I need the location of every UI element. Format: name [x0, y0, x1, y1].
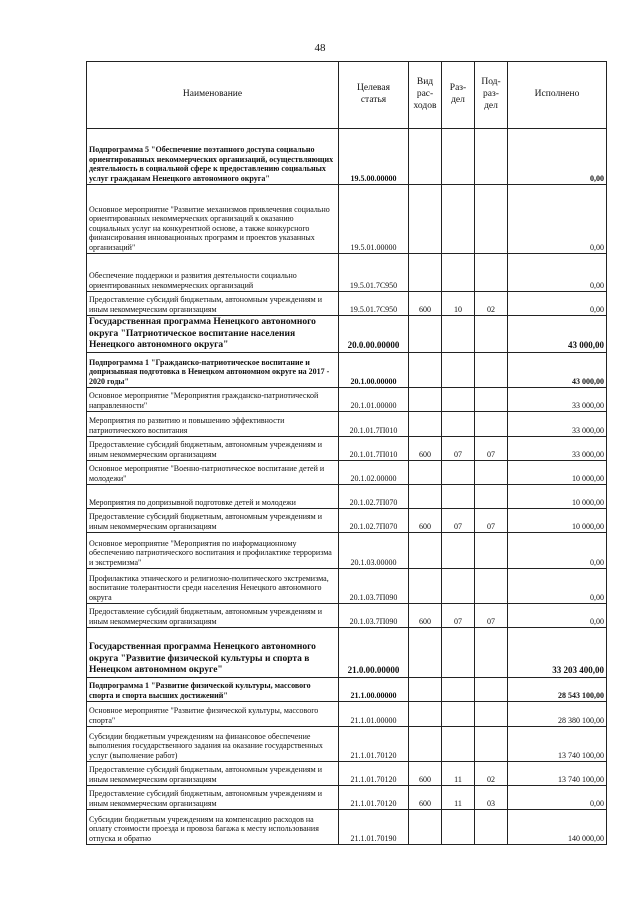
row-executed-amount: 10 000,00: [508, 485, 607, 509]
table-row: [87, 678, 607, 702]
row-section: [442, 810, 475, 845]
row-subsection: 07: [475, 437, 508, 461]
row-section: 07: [442, 437, 475, 461]
row-section: [442, 678, 475, 702]
col-header-kind: Вид рас- ходов: [409, 62, 442, 129]
row-section: [442, 316, 475, 353]
table-row: [87, 461, 607, 485]
row-name: Предоставление субсидий бюджетным, автономным учреждениям и иным некоммерческим организациям: [87, 604, 339, 628]
row-executed-amount: 13 740 100,00: [508, 762, 607, 786]
table-row: [87, 129, 607, 185]
row-expense-kind: [409, 678, 442, 702]
table-row: [87, 254, 607, 292]
table-row: [87, 185, 607, 254]
row-target-code: 19.5.01.7С950: [339, 292, 409, 316]
row-expense-kind: [409, 702, 442, 727]
row-target-code: 20.1.01.7П010: [339, 412, 409, 437]
row-executed-amount: 28 380 100,00: [508, 702, 607, 727]
row-subsection: [475, 485, 508, 509]
row-expense-kind: 600: [409, 292, 442, 316]
row-executed-amount: 0,00: [508, 533, 607, 569]
row-expense-kind: [409, 461, 442, 485]
row-target-code: 21.1.00.00000: [339, 678, 409, 702]
table-row: [87, 412, 607, 437]
row-subsection: [475, 353, 508, 388]
table-row: [87, 628, 607, 678]
table-row: [87, 762, 607, 786]
row-executed-amount: 0,00: [508, 185, 607, 254]
row-executed-amount: 13 740 100,00: [508, 727, 607, 762]
row-expense-kind: [409, 254, 442, 292]
row-section: [442, 388, 475, 412]
row-expense-kind: [409, 129, 442, 185]
row-target-code: 21.1.01.00000: [339, 702, 409, 727]
row-name: Основное мероприятие "Развитие физической культуры, массового спорта": [87, 702, 339, 727]
row-subsection: [475, 316, 508, 353]
col-header-executed: Исполнено: [508, 62, 607, 129]
row-target-code: 20.1.00.00000: [339, 353, 409, 388]
row-expense-kind: [409, 316, 442, 353]
col-header-subsection: Под- раз- дел: [475, 62, 508, 129]
table-row: [87, 569, 607, 604]
col-header-section: Раз- дел: [442, 62, 475, 129]
row-executed-amount: 10 000,00: [508, 461, 607, 485]
row-executed-amount: 0,00: [508, 786, 607, 810]
row-target-code: 20.1.03.7П090: [339, 569, 409, 604]
row-subsection: [475, 810, 508, 845]
row-target-code: 21.0.00.00000: [339, 628, 409, 678]
row-name: Государственная программа Ненецкого автономного округа "Патриотическое воспитание населения Ненецкого автономного округа": [87, 316, 339, 353]
row-name: Предоставление субсидий бюджетным, автономным учреждениям и иным некоммерческим организациям: [87, 292, 339, 316]
row-name: Предоставление субсидий бюджетным, автономным учреждениям и иным некоммерческим организациям: [87, 762, 339, 786]
row-name: Предоставление субсидий бюджетным, автономным учреждениям и иным некоммерческим организациям: [87, 509, 339, 533]
row-target-code: 20.1.01.7П010: [339, 437, 409, 461]
row-expense-kind: [409, 628, 442, 678]
row-target-code: 21.1.01.70120: [339, 727, 409, 762]
row-target-code: 19.5.01.7С950: [339, 254, 409, 292]
col-header-target: Целевая статья: [339, 62, 409, 129]
row-name: Обеспечение поддержки и развития деятельности социально ориентированных некоммерческих организаций: [87, 254, 339, 292]
row-expense-kind: [409, 485, 442, 509]
table-header: [87, 62, 607, 129]
row-name: Профилактика этнического и религиозно-политического экстремизма, воспитание толерантности среди населения Ненецкого автономного округа: [87, 569, 339, 604]
row-expense-kind: [409, 533, 442, 569]
row-subsection: [475, 533, 508, 569]
row-expense-kind: 600: [409, 437, 442, 461]
row-section: [442, 485, 475, 509]
row-target-code: 19.5.00.00000: [339, 129, 409, 185]
row-subsection: 02: [475, 762, 508, 786]
row-name: Подпрограмма 1 "Гражданско-патриотическое воспитание и допризывная подготовка в Ненецком автономном округе на 2017 - 2020 годы": [87, 353, 339, 388]
row-name: Подпрограмма 1 "Развитие физической культуры, массового спорта и спорта высших достижений": [87, 678, 339, 702]
row-name: Основное мероприятие "Военно-патриотическое воспитание детей и молодежи": [87, 461, 339, 485]
row-expense-kind: [409, 388, 442, 412]
row-executed-amount: 10 000,00: [508, 509, 607, 533]
row-section: [442, 727, 475, 762]
row-executed-amount: 33 000,00: [508, 412, 607, 437]
row-executed-amount: 33 203 400,00: [508, 628, 607, 678]
row-subsection: [475, 254, 508, 292]
row-subsection: 07: [475, 509, 508, 533]
row-expense-kind: [409, 412, 442, 437]
table-row: [87, 485, 607, 509]
row-executed-amount: 0,00: [508, 292, 607, 316]
row-subsection: [475, 569, 508, 604]
row-expense-kind: 600: [409, 786, 442, 810]
row-executed-amount: 28 543 100,00: [508, 678, 607, 702]
row-section: [442, 129, 475, 185]
row-section: 11: [442, 762, 475, 786]
table-row: [87, 604, 607, 628]
row-subsection: [475, 727, 508, 762]
row-section: [442, 702, 475, 727]
row-section: [442, 628, 475, 678]
row-section: [442, 461, 475, 485]
budget-table: [86, 61, 607, 845]
row-name: Субсидии бюджетным учреждениям на финансовое обеспечение выполнения государственного задания на оказание государственных услуг (выполнение работ): [87, 727, 339, 762]
row-target-code: 21.1.01.70190: [339, 810, 409, 845]
row-subsection: 07: [475, 604, 508, 628]
table-row: [87, 316, 607, 353]
row-executed-amount: 43 000,00: [508, 353, 607, 388]
row-section: [442, 569, 475, 604]
row-subsection: [475, 129, 508, 185]
row-subsection: [475, 185, 508, 254]
row-target-code: 21.1.01.70120: [339, 762, 409, 786]
table-row: [87, 437, 607, 461]
row-expense-kind: 600: [409, 762, 442, 786]
row-section: [442, 533, 475, 569]
row-name: Мероприятия по допризывной подготовке детей и молодежи: [87, 485, 339, 509]
row-target-code: 21.1.01.70120: [339, 786, 409, 810]
table-row: [87, 353, 607, 388]
row-expense-kind: [409, 727, 442, 762]
row-expense-kind: [409, 353, 442, 388]
table-row: [87, 533, 607, 569]
row-subsection: [475, 388, 508, 412]
row-target-code: 20.1.03.7П090: [339, 604, 409, 628]
row-name: Основное мероприятие "Мероприятия гражданско-патриотической направленности": [87, 388, 339, 412]
row-expense-kind: [409, 810, 442, 845]
row-name: Мероприятия по развитию и повышению эффективности патриотического воспитания: [87, 412, 339, 437]
row-executed-amount: 43 000,00: [508, 316, 607, 353]
row-expense-kind: 600: [409, 604, 442, 628]
row-executed-amount: 0,00: [508, 254, 607, 292]
row-name: Подпрограмма 5 "Обеспечение поэтапного доступа социально ориентированных некоммерческих организаций, осуществляющих деятельность в социальной сфере к предоставлению социальных услуг гражданам Ненецкого автономного округа": [87, 129, 339, 185]
row-subsection: [475, 678, 508, 702]
row-section: 11: [442, 786, 475, 810]
row-section: 07: [442, 604, 475, 628]
row-name: Основное мероприятие "Развитие механизмов привлечения социально ориентированных некоммерческих организаций к оказанию социальных услуг на конкурентной основе, а также конкурсного финансирования инновационных программ и проектов указанных организаций": [87, 185, 339, 254]
row-target-code: 20.1.02.00000: [339, 461, 409, 485]
row-executed-amount: 0,00: [508, 569, 607, 604]
table-row: [87, 727, 607, 762]
row-expense-kind: [409, 185, 442, 254]
row-target-code: 20.1.02.7П070: [339, 509, 409, 533]
row-section: [442, 185, 475, 254]
table-row: [87, 702, 607, 727]
table-row: [87, 810, 607, 845]
row-subsection: [475, 412, 508, 437]
row-target-code: 20.0.00.00000: [339, 316, 409, 353]
table-row: [87, 509, 607, 533]
row-expense-kind: [409, 569, 442, 604]
row-subsection: 03: [475, 786, 508, 810]
row-executed-amount: 33 000,00: [508, 437, 607, 461]
row-subsection: [475, 628, 508, 678]
table-row: [87, 388, 607, 412]
table-row: [87, 292, 607, 316]
row-section: 07: [442, 509, 475, 533]
row-name: Основное мероприятие "Мероприятия по информационному обеспечению патриотического воспитания и профилактике терроризма и экстремизма": [87, 533, 339, 569]
row-target-code: 20.1.03.00000: [339, 533, 409, 569]
row-name: Предоставление субсидий бюджетным, автономным учреждениям и иным некоммерческим организациям: [87, 437, 339, 461]
row-subsection: [475, 461, 508, 485]
row-subsection: 02: [475, 292, 508, 316]
row-target-code: 20.1.02.7П070: [339, 485, 409, 509]
row-expense-kind: 600: [409, 509, 442, 533]
row-executed-amount: 140 000,00: [508, 810, 607, 845]
row-section: [442, 254, 475, 292]
row-name: Государственная программа Ненецкого автономного округа "Развитие физической культуры и спорта в Ненецком автономном округе": [87, 628, 339, 678]
row-target-code: 20.1.01.00000: [339, 388, 409, 412]
row-section: 10: [442, 292, 475, 316]
col-header-name: Наименование: [87, 62, 339, 129]
row-target-code: 19.5.01.00000: [339, 185, 409, 254]
row-name: Субсидии бюджетным учреждениям на компенсацию расходов на оплату стоимости проезда и провоза багажа к месту использования отпуска и обратно: [87, 810, 339, 845]
row-section: [442, 412, 475, 437]
row-section: [442, 353, 475, 388]
row-name: Предоставление субсидий бюджетным, автономным учреждениям и иным некоммерческим организациям: [87, 786, 339, 810]
row-executed-amount: 33 000,00: [508, 388, 607, 412]
row-executed-amount: 0,00: [508, 604, 607, 628]
row-subsection: [475, 702, 508, 727]
table-row: [87, 786, 607, 810]
row-executed-amount: 0,00: [508, 129, 607, 185]
page-number: 48: [314, 42, 326, 54]
